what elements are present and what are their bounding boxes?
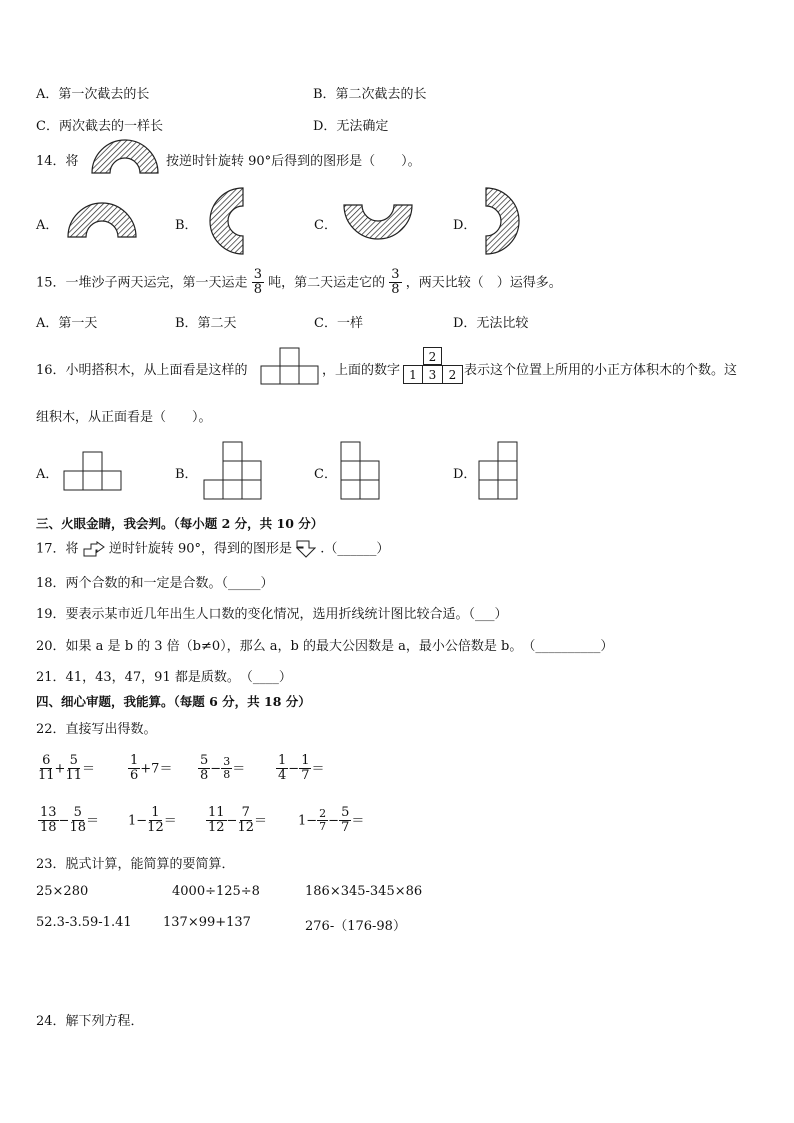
q22-expr: $\frac{1}{6}$ +7＝ xyxy=(130,753,173,784)
q16-opt-b-label: B． xyxy=(175,467,198,482)
q16-top-view-figure xyxy=(260,347,320,385)
q24-title: 24．解下列方程． xyxy=(36,1014,144,1029)
section-3-heading: 三、火眼金睛，我会判。（每小题 2 分，共 10 分） xyxy=(36,516,324,531)
q16-part3: 表示这个位置上所用的小正方体积木的个数。这 xyxy=(464,363,738,378)
q14-opt-b-figure xyxy=(205,186,245,256)
q13-option-d: D．无法确定 xyxy=(313,119,389,134)
q16-line2: 组积木，从正面看是（ ）。 xyxy=(36,410,212,425)
q22-expr: 1− $\frac{1}{12}$ ＝ xyxy=(128,805,177,836)
q16-opt-c-label: C． xyxy=(314,467,337,482)
q17-arrow-figure-rotated xyxy=(296,540,316,558)
q15-question: 15．一堆沙子两天运完，第一天运走 $\frac{3}{8}$ 吨，第二天运走它的 $\frac{3}{8}$ ，两天比较（ ）运得多。 xyxy=(36,267,562,298)
q22-expr: $\frac{5}{8}$ − $\frac{3}{8}$ ＝ xyxy=(200,753,246,784)
q16-part2: ，上面的数字 xyxy=(322,363,401,378)
q15-opt-a: A．第一天 xyxy=(36,316,98,331)
q15-fraction-1: $\frac{3}{8}$ xyxy=(253,267,262,298)
q14-opt-a-label: A． xyxy=(36,218,59,233)
q23-title: 23．脱式计算，能简算的要简算． xyxy=(36,857,235,872)
q14-suffix: 按逆时针旋转 90°后得到的图形是（ ）。 xyxy=(166,154,421,169)
q14-opt-d-figure xyxy=(484,186,524,256)
q16-opt-c-figure xyxy=(340,441,381,501)
q16-grid-cell: 3 xyxy=(422,365,443,384)
q15-fraction-2: $\frac{3}{8}$ xyxy=(391,267,400,298)
q23-expr: 186×345-345×86 xyxy=(305,884,423,899)
q14-opt-c-label: C． xyxy=(314,218,337,233)
q16-opt-a-figure xyxy=(63,451,123,491)
q13-option-b: B．第二次截去的长 xyxy=(313,87,427,102)
q13-option-a: A．第一次截去的长 xyxy=(36,87,150,102)
q22-expr: $\frac{6}{11}$ + $\frac{5}{11}$ ＝ xyxy=(38,753,96,784)
q16-number-grid xyxy=(403,347,463,385)
q22-expr: $\frac{1}{4}$ − $\frac{1}{7}$ ＝ xyxy=(278,753,325,784)
q14-prefix: 14．将 xyxy=(36,154,79,169)
q16-opt-a-label: A． xyxy=(36,467,59,482)
q14-opt-b-label: B． xyxy=(175,218,198,233)
q16-opt-d-figure xyxy=(478,441,519,501)
q22-expr: 1− $\frac{2}{7}$ − $\frac{5}{7}$ ＝ xyxy=(298,805,365,836)
q23-expr: 137×99+137 xyxy=(163,915,251,930)
q16-grid-cell: 1 xyxy=(403,365,423,384)
q14-arc-figure xyxy=(90,137,160,175)
q16-part1: 16．小明搭积木，从上面看是这样的 xyxy=(36,363,248,378)
q17: 17．将 逆时针旋转 90°，得到的图形是 .（______） xyxy=(36,541,390,557)
q16-grid-cell: 2 xyxy=(442,365,463,384)
q23-expr: 25×280 xyxy=(36,884,89,899)
q14-opt-d-label: D． xyxy=(453,218,477,233)
q14-opt-c-figure xyxy=(342,203,414,241)
q15-opt-d: D．无法比较 xyxy=(453,316,529,331)
q21: 21．41，43，47，91 都是质数。 （____） xyxy=(36,670,292,685)
q16-opt-b-figure xyxy=(203,441,263,501)
section-4-heading: 四、细心审题，我能算。（每题 6 分，共 18 分） xyxy=(36,694,311,709)
q13-option-c: C．两次截去的一样长 xyxy=(36,119,163,134)
q23-expr: 52.3-3.59-1.41 xyxy=(36,915,132,930)
q17-arrow-figure-original xyxy=(83,541,105,557)
q23-expr: 276-（176-98） xyxy=(305,919,406,934)
q22-title: 22．直接写出得数。 xyxy=(36,722,157,737)
q22-expr: $\frac{13}{18}$ − $\frac{5}{18}$ ＝ xyxy=(40,805,100,836)
q23-expr: 4000÷125÷8 xyxy=(172,884,260,899)
q16-opt-d-label: D． xyxy=(453,467,477,482)
q16-grid-top: 2 xyxy=(423,347,442,365)
q18: 18．两个合数的和一定是合数。（_____） xyxy=(36,576,274,591)
q14-opt-a-figure xyxy=(66,201,138,239)
q15-opt-b: B．第二天 xyxy=(175,316,237,331)
q22-expr: $\frac{11}{12}$ − $\frac{7}{12}$ ＝ xyxy=(208,805,268,836)
q20: 20．如果 a 是 b 的 3 倍（b≠0），那么 a，b 的最大公因数是 a，最小公倍数是 b。 （__________） xyxy=(36,639,614,654)
q15-opt-c: C．一样 xyxy=(314,316,363,331)
q19: 19．要表示某市近几年出生人口数的变化情况，选用折线统计图比较合适。（___） xyxy=(36,607,508,622)
